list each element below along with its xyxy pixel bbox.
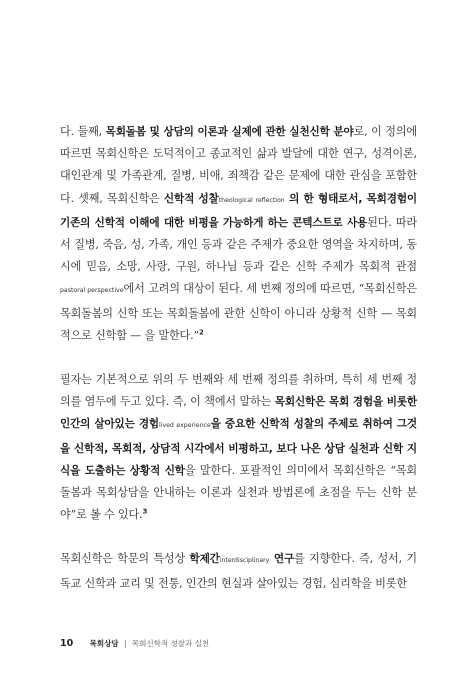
paragraph-1 [60,121,417,347]
page-footer [60,638,209,649]
body-text-run: 다. 둘째, [60,125,106,138]
paragraph-3 [60,548,417,594]
footer-separator: | [124,639,127,648]
paragraph-2 [60,369,417,526]
footnote-marker: 3 [142,507,148,516]
emphasis-text: 신학적 성찰 [163,192,219,205]
english-gloss: pastoral perspective [60,287,124,295]
footnote-marker: 2 [199,328,204,337]
emphasis-text: 을 중요한 신학적 성찰의 주제로 취하여 그것을 신학적, 목회적, 상담적 시각에서 비평하고, 보다 나은 상담 실천과 신학 지식을 도출하는 상황적 신학 [60,418,417,477]
emphasis-text: 의 한 형태로서, 목회경험이 기존의 신학적 이해에 대한 비평을 가능하게 하는 콘텍스트로 사용 [60,192,417,229]
body-text-run: 로, 이 정의에 따르면 목회신학은 도덕적이고 종교적인 삶과 발달에 대한 연구, 성격이론, 대인관계 및 가족관계, 질병, 비애, 죄책감 같은 문제에 대한 관심을 포함한다. 셋째, 목회신학은 [60,125,417,205]
english-gloss: lived experience [159,422,211,430]
emphasis-text: 목회돌봄 및 상담의 이론과 실제에 관한 실천신학 분야 [105,126,354,138]
body-text-run: 된다. 따라서 질병, 죽음, 성, 가족, 개인 등과 같은 주제가 중요한 영역을 차지하며, 동시에 믿음, 소망, 사랑, 구원, 하나님 등과 같은 신학 주제가 목회적 관점 [60,215,417,274]
body-text-run: 을 말한다. 포괄적인 의미에서 목회신학은 “목회돌봄과 목회상담을 안내하는 이론과 실천과 방법론에 초점을 두는 신학 분야”로 볼 수 있다. [60,463,417,522]
body-text-run: 를 지향한다. 즉, 성서, 기독교 신학과 교리 및 전통, 인간의 현실과 살아있는 경험, 심리학을 비롯한 [60,552,417,590]
running-title: 목회상담 [89,639,119,648]
english-gloss: theological reflection [218,196,285,204]
body-text-run: 목회신학은 학문의 특성상 [60,552,190,566]
page-number: 10 [60,638,74,649]
body-text-run: 필자는 기본적으로 위의 두 번째와 세 번째 정의를 취하며, 특히 세 번째 정의를 염두에 두고 있다. 즉, 이 책에서 말하는 [60,373,417,409]
emphasis-text: 학제간 [189,553,220,566]
emphasis-text: 연구 [269,553,295,566]
running-subtitle: 목회신학적 성찰과 실천 [131,639,210,648]
body-text-run: 에서 고려의 대상이 된다. 세 번째 정의에 따르면, “목회신학은 목회돌봄의 신학 또는 목회돌봄에 관한 신학이 아니라 상황적 신학 — 목회적으로 신학함 — 을 말한다.” [60,282,417,342]
emphasis-text: 목회신학은 목회 경험을 비롯한 인간의 살아있는 경험 [60,396,417,431]
english-gloss: interdisciplinary [219,557,270,565]
body-text [60,121,417,595]
